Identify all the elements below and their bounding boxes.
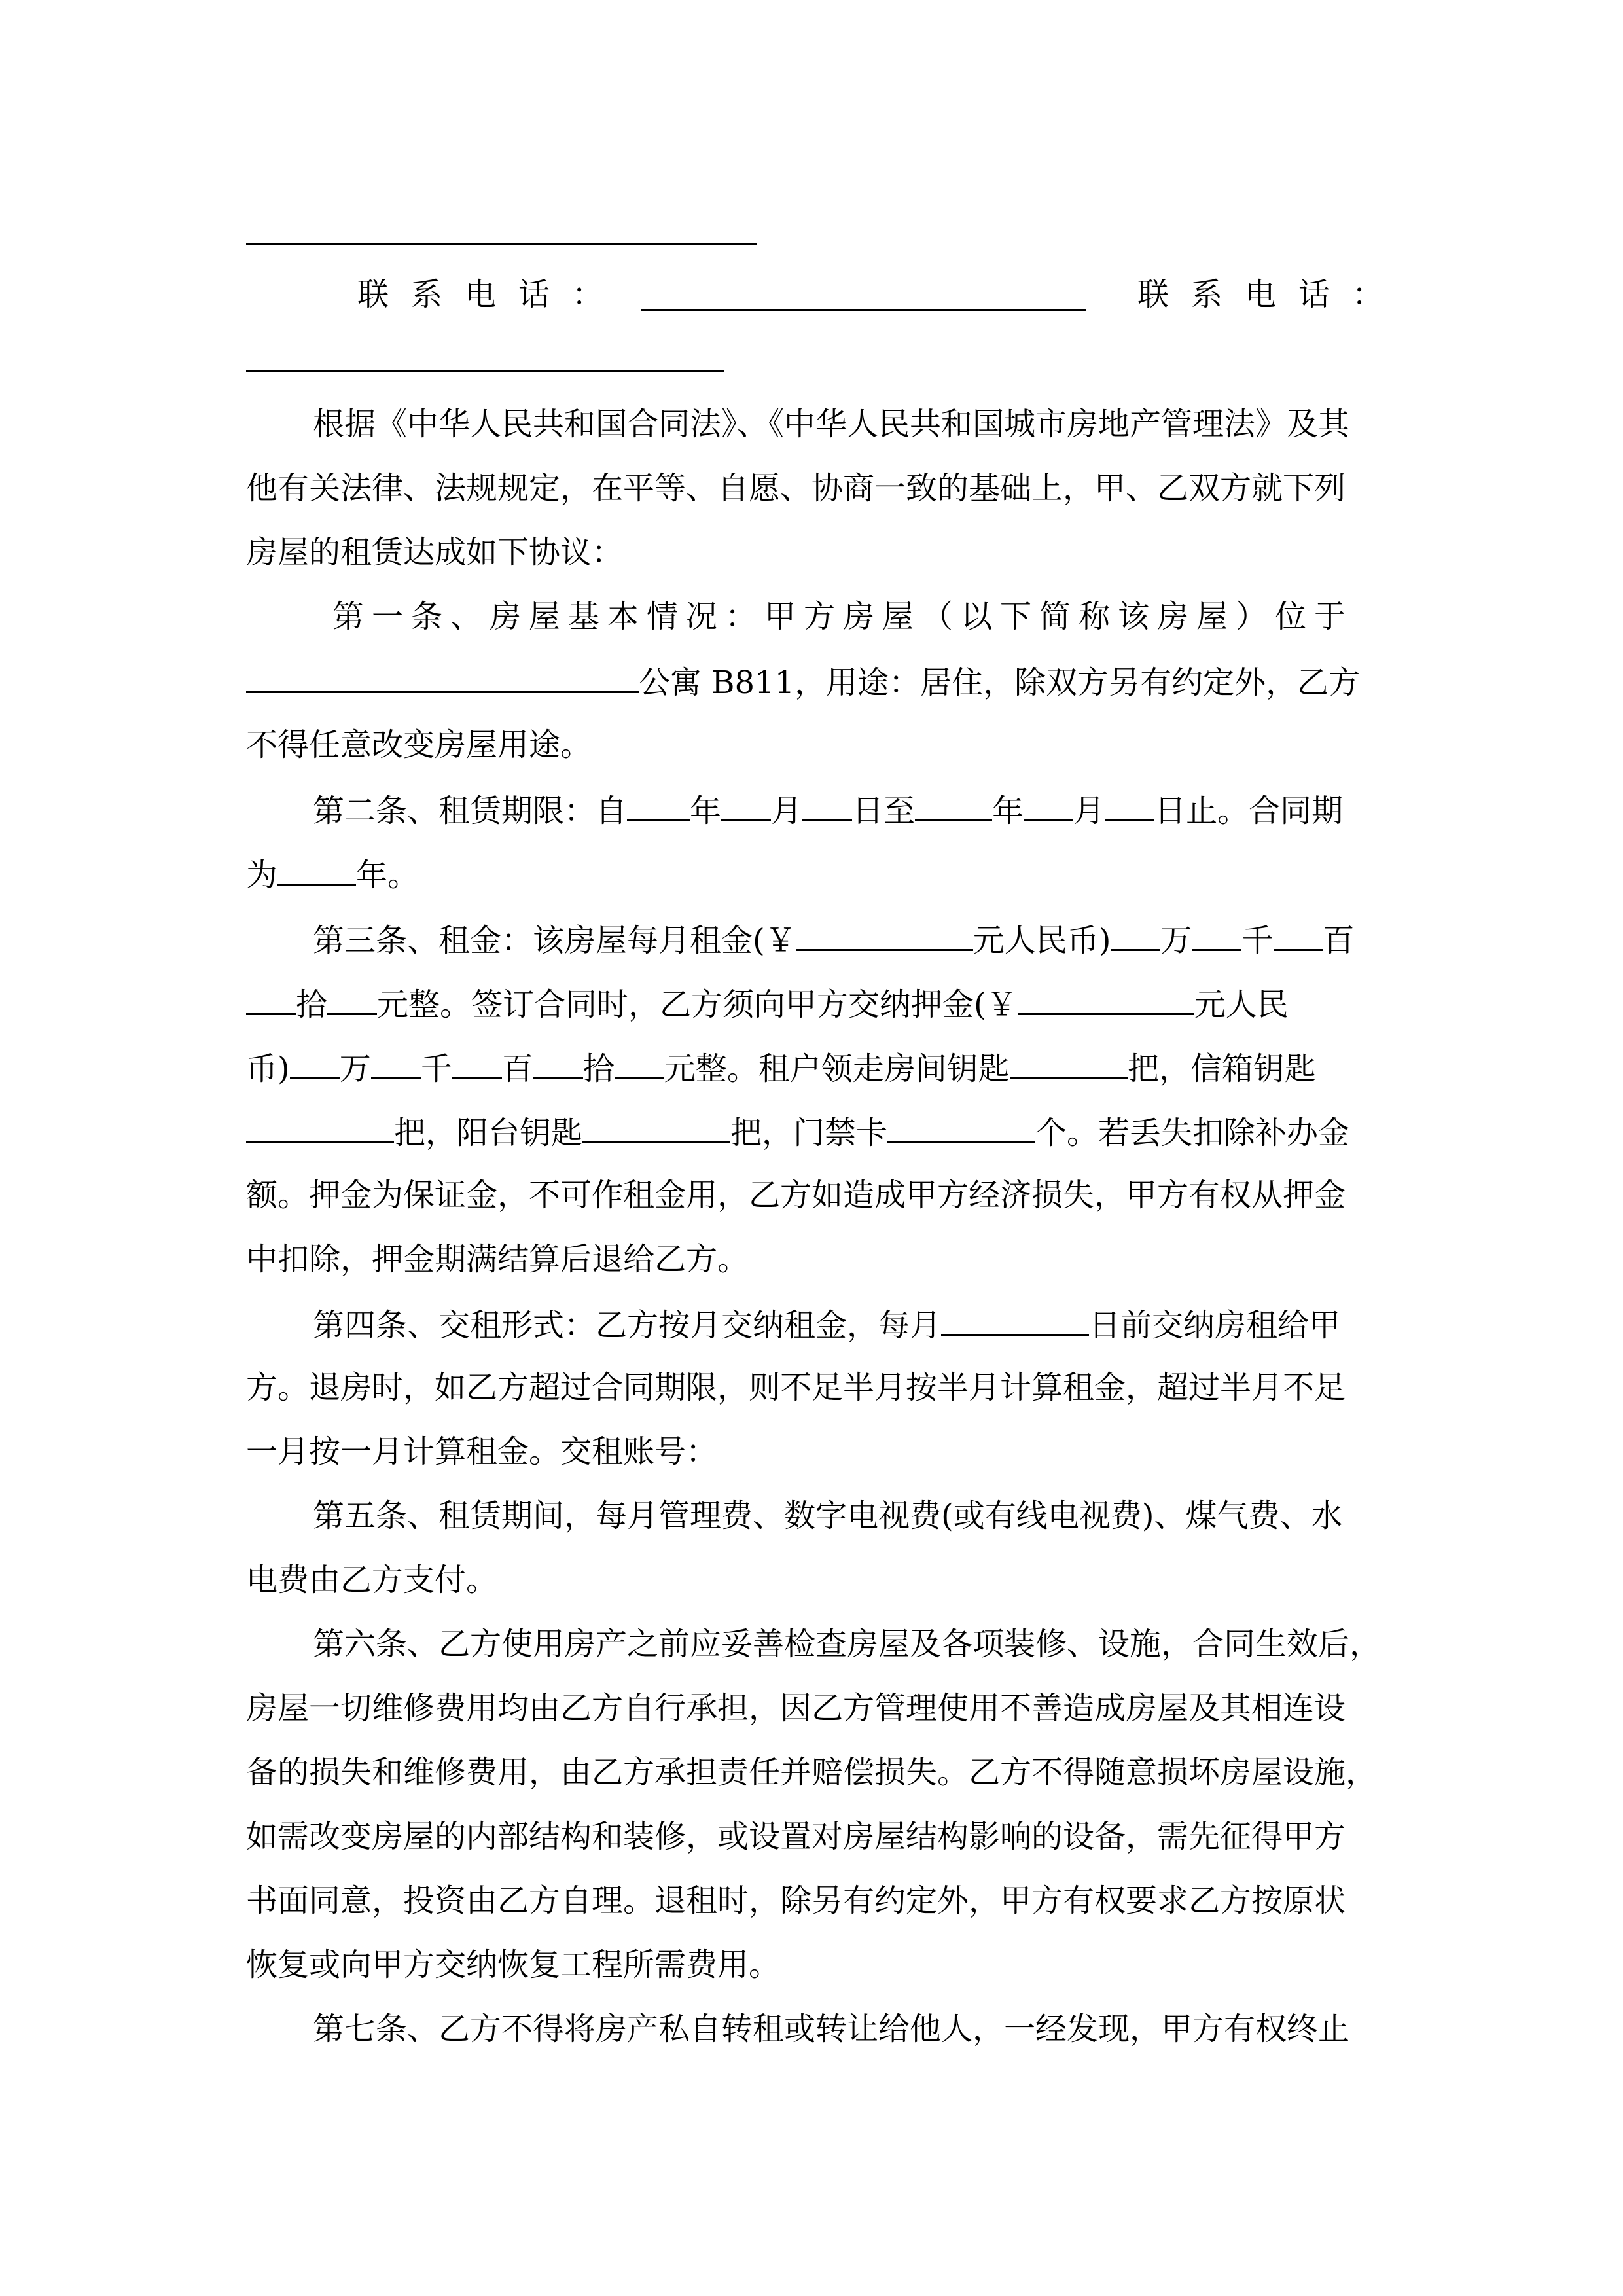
intro-line-1: 根据《中华人民共和国合同法》、《中华人民共和国城市房地产管理法》及其 — [313, 406, 1350, 442]
contact-blank-left — [641, 309, 1086, 311]
art2-line-1: 第二条、租赁期限：自 年 月 日至 年 月 日止。合同期 — [313, 789, 1445, 831]
rent-bai-blank — [1274, 919, 1323, 951]
intro-line-3: 房屋的租赁达成如下协议： — [246, 534, 624, 571]
art6-line-6: 恢复或向甲方交纳恢复工程所需费用。 — [246, 1946, 781, 1983]
deposit-yuan-blank — [615, 1047, 664, 1079]
art4-line-2: 方。退房时，如乙方超过合同期限，则不足半月按半月计算租金，超过半月不足 — [246, 1369, 1346, 1406]
art2-line-2: 为 年。 — [246, 853, 1378, 895]
contact-label-right: 联系电话： — [1137, 276, 1406, 313]
art3-line-4: 把，阳台钥匙 把，门禁卡 个。若丢失扣除补办金 — [246, 1111, 1378, 1153]
art3-line-5: 额。押金为保证金，不可作租金用，乙方如造成甲方经济损失，甲方有权从押金 — [246, 1177, 1346, 1213]
end-month-blank — [1024, 789, 1073, 821]
art6-line-5: 书面同意，投资由乙方自理。退租时，除另有约定外，甲方有权要求乙方按原状 — [246, 1882, 1346, 1919]
top-blank-line — [246, 243, 757, 245]
address-blank — [246, 661, 639, 693]
art1-line-1: 第一条、房屋基本情况：甲方房屋（以下简称该房屋）位于 — [332, 598, 1354, 635]
intro-line-2: 他有关法律、法规规定，在平等、自愿、协商一致的基础上，甲、乙双方就下列 — [246, 470, 1346, 507]
rent-wan-blank — [1111, 919, 1160, 951]
mailbox-key-blank — [246, 1111, 394, 1143]
access-card-blank — [887, 1111, 1035, 1143]
art6-line-1: 第六条、乙方使用房产之前应妥善检查房屋及各项装修、设施，合同生效后， — [313, 1626, 1382, 1662]
art1-line-3: 不得任意改变房屋用途。 — [246, 726, 592, 763]
art5-line-2: 电费由乙方支付。 — [246, 1562, 498, 1598]
deposit-qian-blank — [371, 1047, 421, 1079]
start-day-blank — [802, 789, 852, 821]
art3-line-6: 中扣除，押金期满结算后退给乙方。 — [246, 1241, 749, 1278]
deposit-amount-blank — [1018, 983, 1194, 1015]
art3-line-1: 第三条、租金：该房屋每月租金(￥ 元人民币) 万 千 百 — [313, 919, 1445, 960]
end-year-blank — [915, 789, 992, 821]
pay-day-blank — [941, 1304, 1089, 1336]
balcony-key-blank — [582, 1111, 730, 1143]
art6-line-2: 房屋一切维修费用均由乙方自行承担，因乙方管理使用不善造成房屋及其相连设 — [246, 1690, 1346, 1727]
start-year-blank — [627, 789, 690, 821]
room-key-blank — [1010, 1047, 1128, 1079]
art3-line-2: 拾 元整。签订合同时，乙方须向甲方交纳押金(￥ 元人民 — [246, 983, 1378, 1024]
rent-amount-blank — [796, 919, 973, 951]
art6-line-4: 如需改变房屋的内部结构和装修，或设置对房屋结构影响的设备，需先征得甲方 — [246, 1818, 1346, 1855]
deposit-shi-blank — [533, 1047, 583, 1079]
end-day-blank — [1105, 789, 1154, 821]
art4-line-3: 一月按一月计算租金。交租账号： — [246, 1433, 718, 1470]
rent-shi-blank — [246, 983, 296, 1015]
art3-line-3: 币) 万 千 百 拾 元整。租户领走房间钥匙 把，信箱钥匙 — [246, 1047, 1378, 1088]
art6-line-3: 备的损失和维修费用，由乙方承担责任并赔偿损失。乙方不得随意损坏房屋设施， — [246, 1754, 1378, 1791]
art4-line-1: 第四条、交租形式：乙方按月交纳租金，每月 日前交纳房租给甲 — [313, 1304, 1445, 1345]
art7-line-1: 第七条、乙方不得将房产私自转租或转让给他人，一经发现，甲方有权终止 — [313, 2011, 1350, 2047]
rent-qian-blank — [1192, 919, 1241, 951]
contact-row-right — [1137, 275, 1623, 314]
term-years-blank — [277, 853, 356, 886]
deposit-bai-blank — [452, 1047, 502, 1079]
deposit-wan-blank — [290, 1047, 340, 1079]
art5-line-1: 第五条、租赁期间，每月管理费、数字电视费(或有线电视费)、煤气费、水 — [313, 1498, 1343, 1534]
rent-yuan-blank — [327, 983, 377, 1015]
start-month-blank — [721, 789, 771, 821]
contact-label-left: 联系电话： — [357, 276, 626, 313]
contact-blank-second — [246, 370, 724, 372]
art1-line-2: 公寓 B811，用途：居住，除双方另有约定外，乙方 — [246, 661, 1378, 702]
